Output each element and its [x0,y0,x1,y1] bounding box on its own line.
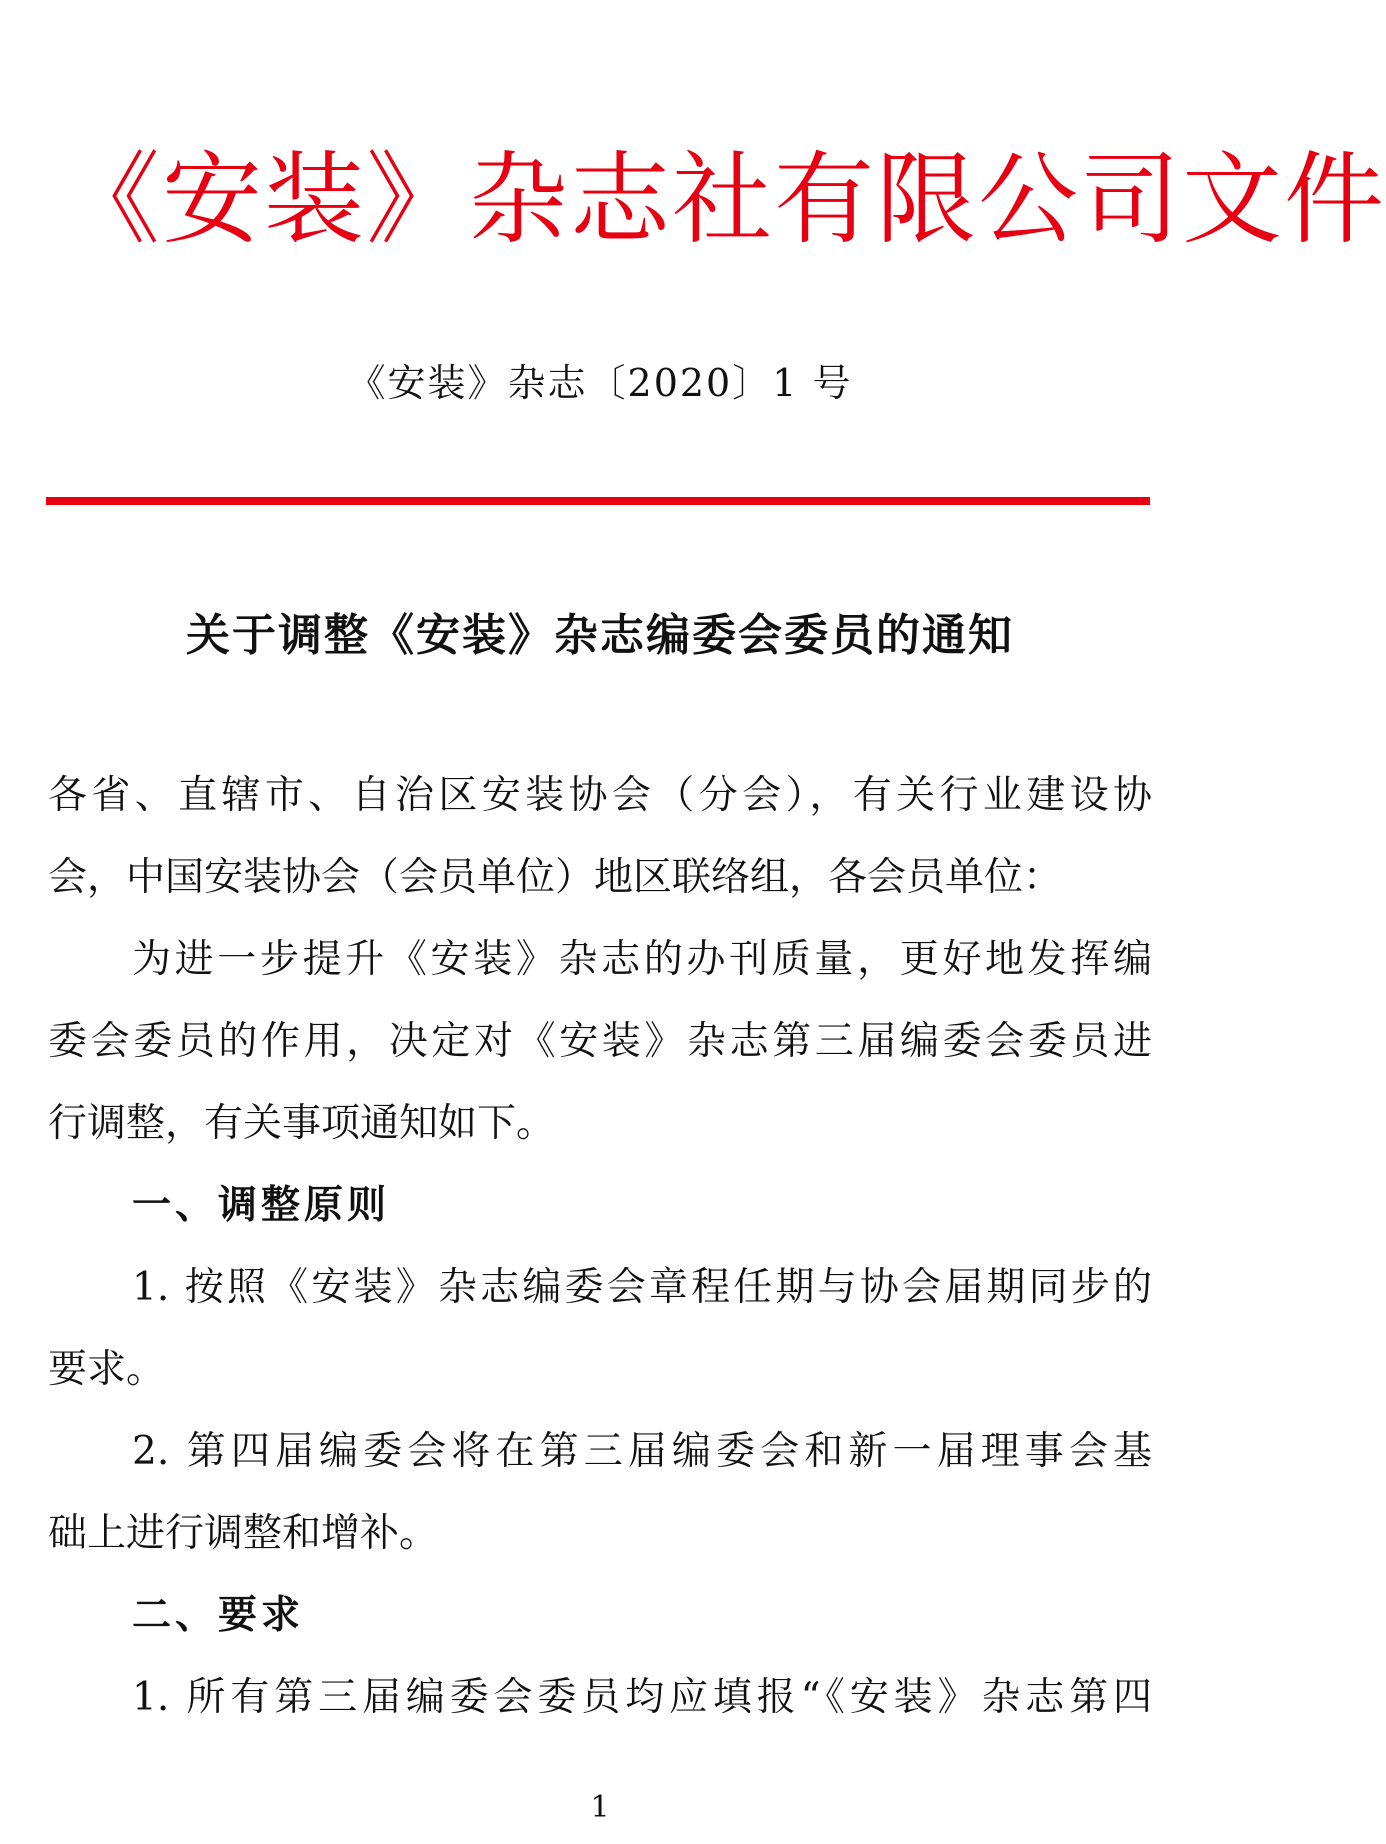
addressee-line-1: 各省、直辖市、自治区安装协会（分会），有关行业建设协 [48,773,1152,818]
page-number: 1 [590,1790,610,1825]
principle-item-1-line-2: 要求。 [48,1347,166,1392]
principle-item-2-line-2: 础上进行调整和增补。 [48,1511,439,1556]
intro-line-2: 委会委员的作用，决定对《安装》杂志第三届编委会委员进 [48,1019,1152,1064]
notice-title: 关于调整《安装》杂志编委会委员的通知 [186,610,1014,661]
requirement-item-1-line-1: 1. 所有第三届编委会委员均应填报“《安装》杂志第四 [132,1675,1152,1720]
masthead-title: 《安装》杂志社有限公司文件 [60,141,1386,258]
principle-item-2-line-1: 2. 第四届编委会将在第三届编委会和新一届理事会基 [132,1429,1152,1474]
section-heading-requirements: 二、要求 [132,1593,305,1638]
addressee-line-2: 会，中国安装协会（会员单位）地区联络组，各会员单位： [48,855,1063,900]
intro-line-1: 为进一步提升《安装》杂志的办刊质量，更好地发挥编 [132,937,1152,982]
intro-line-3: 行调整，有关事项通知如下。 [48,1101,556,1146]
document-number: 《安装》杂志〔2020〕1 号 [347,361,853,405]
section-heading-principles: 一、调整原则 [132,1183,391,1228]
red-divider-line [46,497,1150,505]
principle-item-1-line-1: 1. 按照《安装》杂志编委会章程任期与协会届期同步的 [132,1265,1152,1310]
